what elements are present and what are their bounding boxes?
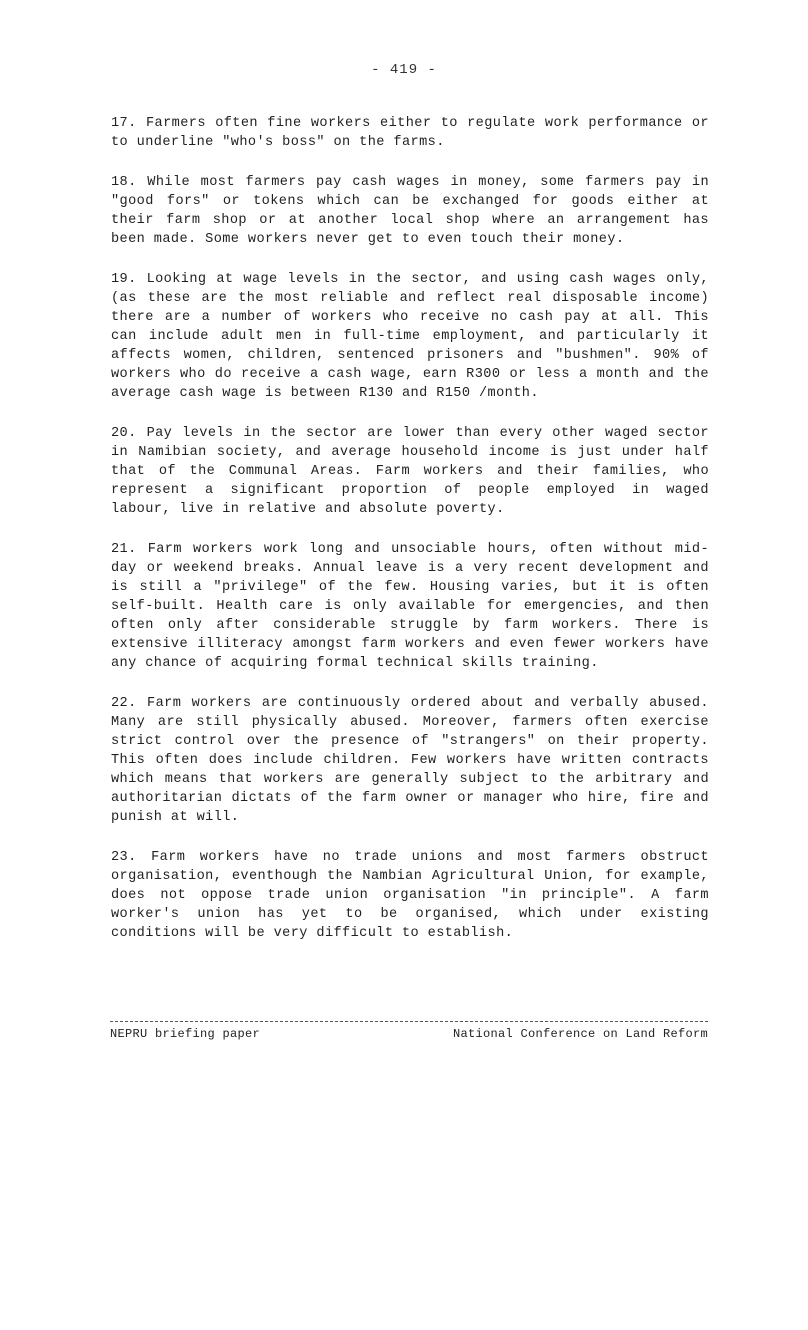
page-number: - 419 - <box>371 62 437 78</box>
footer-left-text: NEPRU briefing paper <box>110 1027 261 1041</box>
page-footer <box>110 1027 708 1041</box>
paragraph-19: 19. Looking at wage levels in the sector, and using cash wages only, (as these are the most reliable and reflect real disposable income) there are a number of workers who receive no cash pay at all. This can include adult men in full-time employment, and particularly it affects women, children, sentenced prisoners and "bushmen". 90% of workers who do receive a cash wage, earn R300 or less a month and the average cash wage is between R130 and R150 /month. <box>111 272 709 401</box>
paragraph-18: 18. While most farmers pay cash wages in money, some farmers pay in "good fors" or tokens which can be exchanged for goods either at their farm shop or at another local shop where an arrangement has been made. Some workers never get to even touch their money. <box>111 175 709 247</box>
document-body <box>111 114 709 964</box>
paragraph-23: 23. Farm workers have no trade unions and most farmers obstruct organisation, eventhough the Nambian Agricultural Union, for example, does not oppose trade union organisation "in principle". A farm worker's union has yet to be organised, which under existing conditions will be very difficult to establish. <box>111 850 709 941</box>
paragraph-20: 20. Pay levels in the sector are lower than every other waged sector in Namibian society, and average household income is just under half that of the Communal Areas. Farm workers and their families, who represent a significant proportion of people employed in waged labour, live in relative and absolute poverty. <box>111 426 709 517</box>
paragraph-17: 17. Farmers often fine workers either to regulate work performance or to underline "who's boss" on the farms. <box>111 116 709 150</box>
paragraph-22: 22. Farm workers are continuously ordered about and verbally abused. Many are still physically abused. Moreover, farmers often exercise strict control over the presence of "strangers" on their property. This often does include children. Few workers have written contracts which means that workers are generally subject to the arbitrary and authoritarian dictats of the farm owner or manager who hire, fire and punish at will. <box>111 696 709 825</box>
footer-divider <box>110 1021 708 1022</box>
footer-right-text: National Conference on Land Reform <box>452 1027 708 1041</box>
paragraph-21: 21. Farm workers work long and unsociable hours, often without mid-day or weekend breaks. Annual leave is a very recent development and is still a "privilege" of the few. Housing varies, but it is often self-built. Health care is only available for emergencies, and then often only after considerable struggle by farm workers. There is extensive illiteracy amongst farm workers and even fewer workers have any chance of acquiring formal technical skills training. <box>111 542 709 671</box>
